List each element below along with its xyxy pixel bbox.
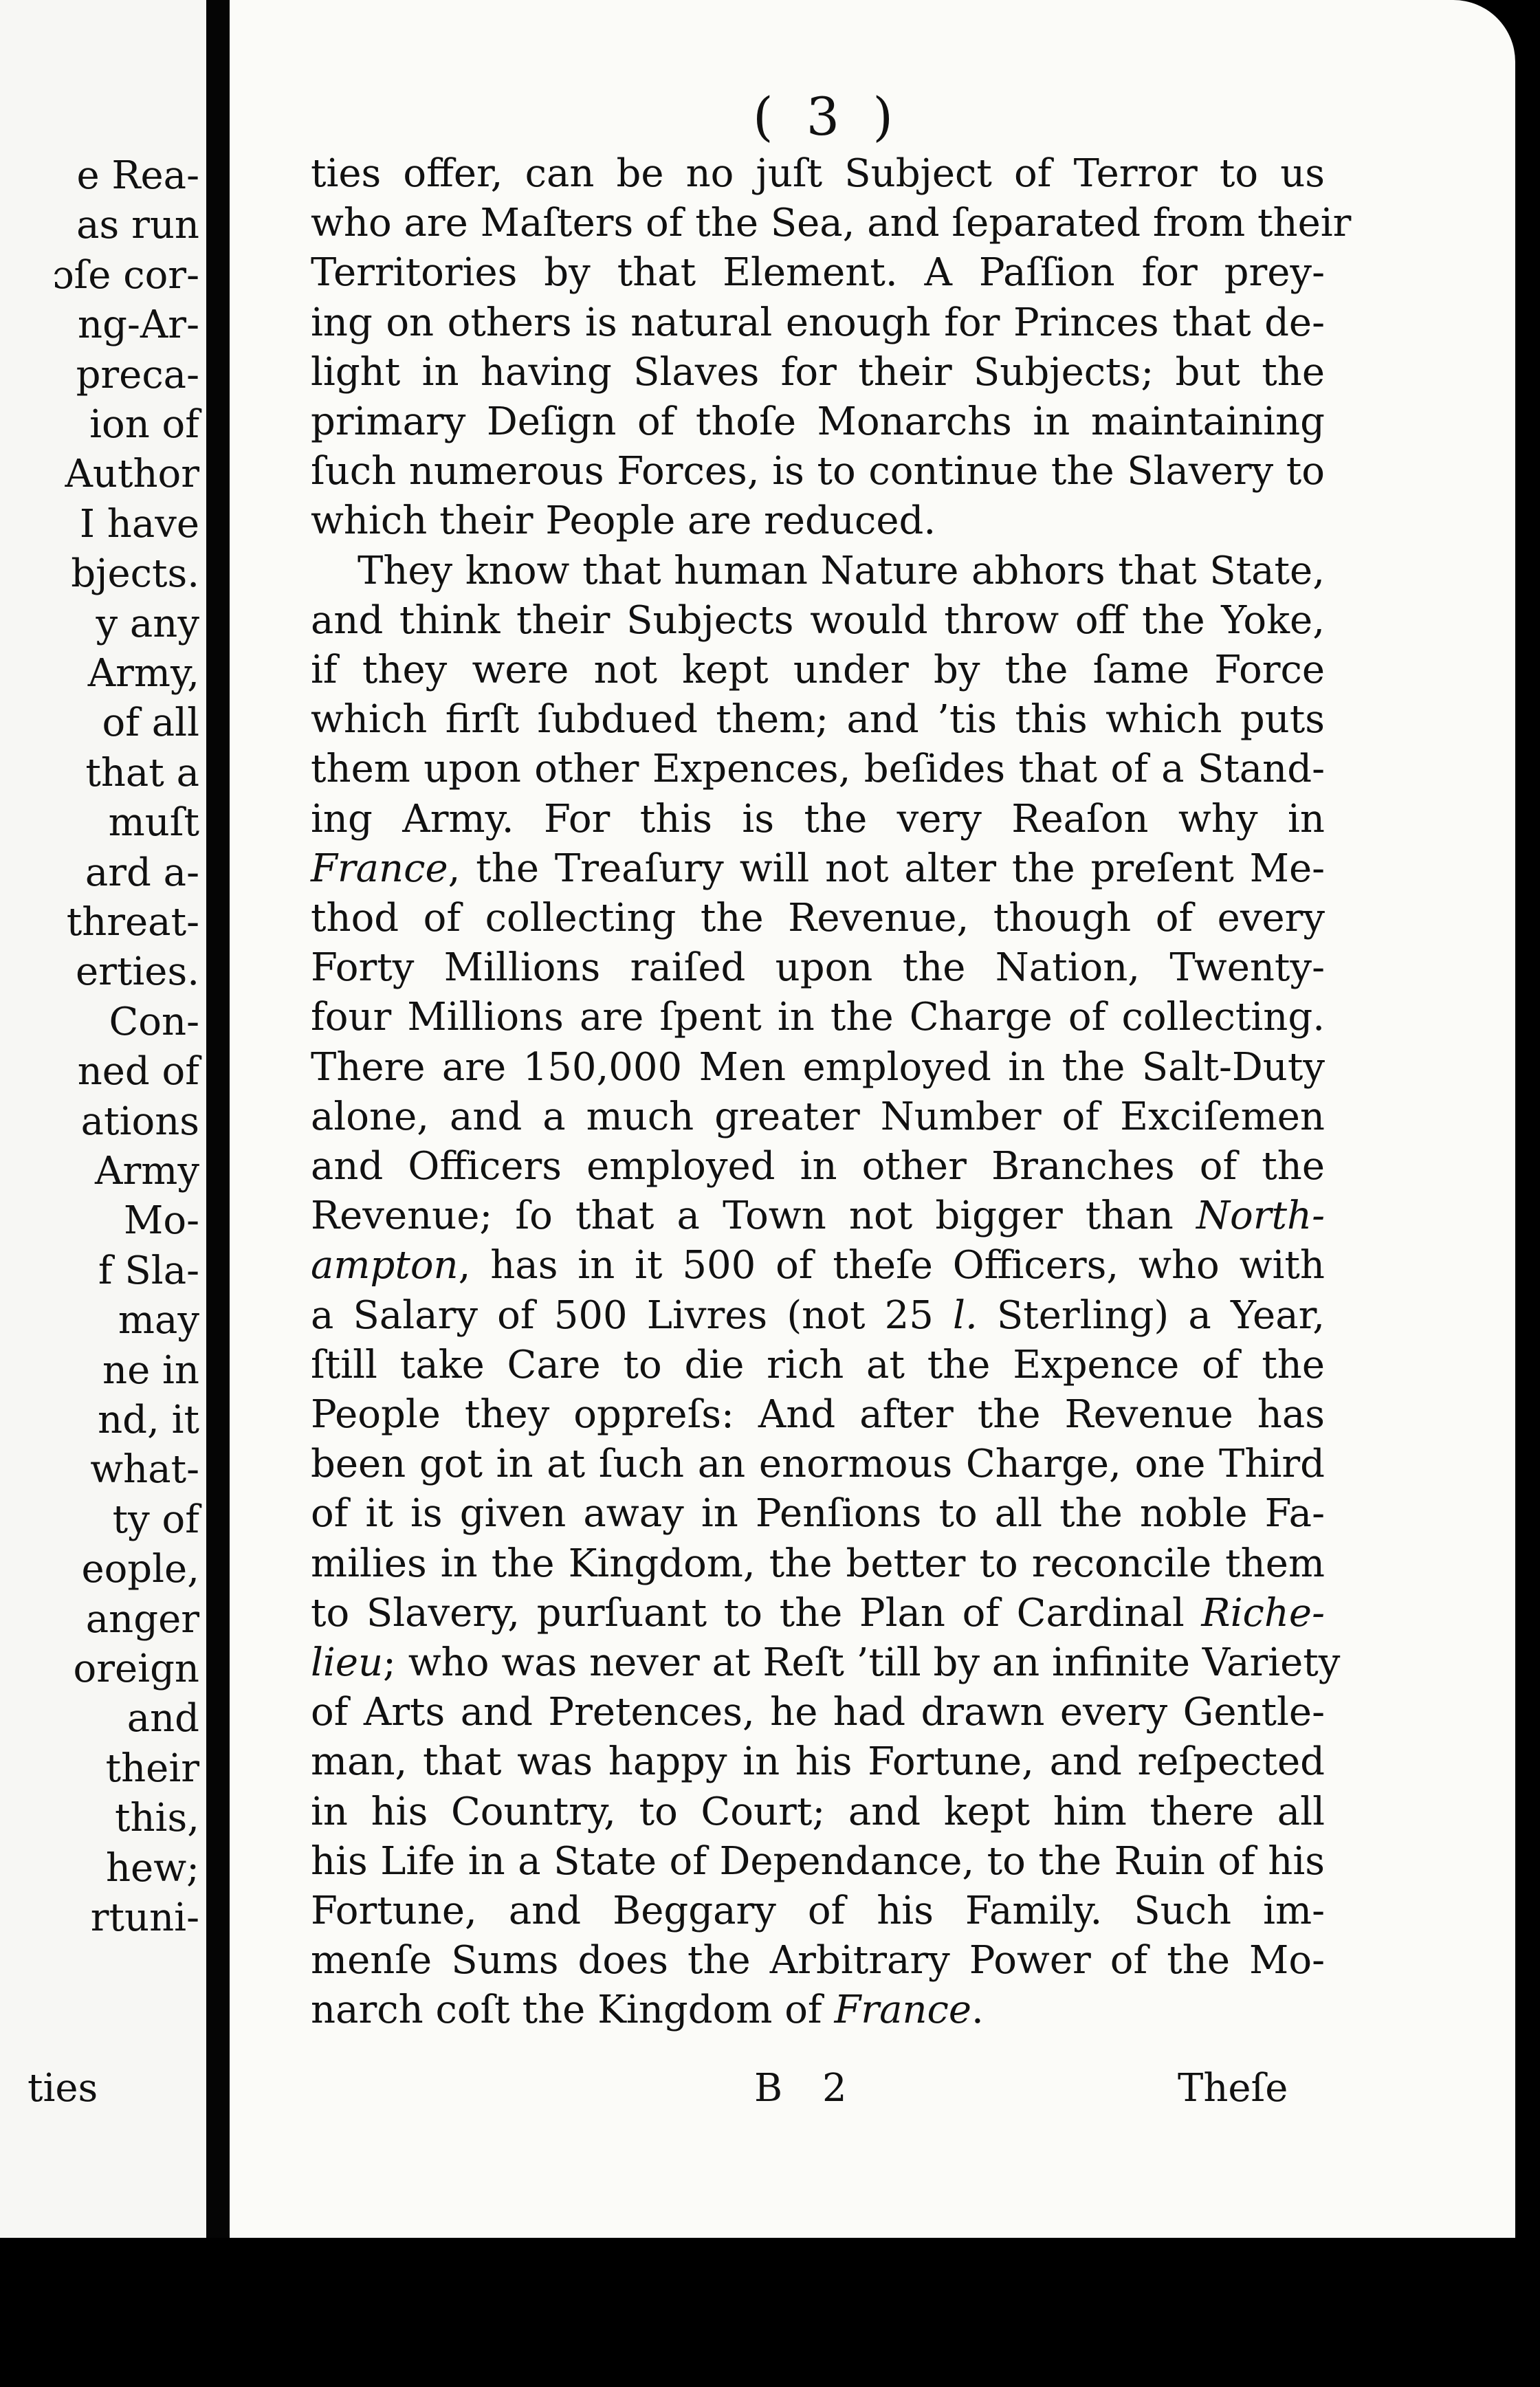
left-page-line: Con-: [109, 1000, 199, 1044]
left-page-line: bjects.: [71, 551, 199, 596]
signature-mark: B 2: [754, 2066, 861, 2111]
text-line: which firſt ſubdued them; and ’tis this which puts: [311, 697, 1325, 742]
text-line: Revenue; ſo that a Town not bigger than North-: [311, 1194, 1325, 1238]
text-line: ſtill take Care to die rich at the Expence of the: [311, 1343, 1325, 1387]
left-page-line: of all: [102, 701, 199, 745]
left-page-line: ne in: [102, 1348, 199, 1393]
page-gutter: [206, 0, 230, 2387]
text-line: alone, and a much greater Number of Exciſemen: [311, 1094, 1325, 1139]
left-page-line: ard a-: [85, 850, 199, 895]
left-page-line: what-: [90, 1447, 199, 1492]
left-page-line: and: [126, 1696, 199, 1741]
left-page-line: Army,: [87, 651, 199, 696]
left-page-line: muſt: [108, 800, 199, 845]
left-page-line: ng-Ar-: [78, 302, 199, 347]
text-line: man, that was happy in his Fortune, and reſpected: [311, 1739, 1325, 1784]
left-page-line: ty of: [112, 1497, 199, 1542]
left-page-catchword: ties: [28, 2066, 98, 2111]
text-line: who are Maſters of the Sea, and ſeparated from their: [311, 201, 1352, 245]
text-line: of Arts and Pretences, he had drawn every Gentle-: [311, 1690, 1325, 1735]
left-page-line: Author: [65, 452, 199, 496]
text-line: ampton, has in it 500 of theſe Officers, who with: [311, 1243, 1325, 1288]
text-line: narch coſt the Kingdom of France.: [311, 1988, 984, 2032]
scan-bottom-border: [0, 2238, 1540, 2387]
text-line: which their People are reduced.: [311, 498, 936, 543]
catchword: Theſe: [1178, 2066, 1288, 2111]
text-line: four Millions are ſpent in the Charge of collecting.: [311, 995, 1325, 1040]
text-line: in his Country, to Court; and kept him there all: [311, 1790, 1325, 1834]
text-line: light in having Slaves for their Subjects; but the: [311, 350, 1325, 395]
left-page-line: ned of: [77, 1049, 199, 1094]
text-line: to Slavery, purſuant to the Plan of Cardinal Riche-: [311, 1591, 1325, 1636]
text-line: Territories by that Element. A Paſſion for prey-: [311, 250, 1325, 295]
text-line: ing Army. For this is the very Reaſon why in: [311, 797, 1325, 842]
left-page-line: ion of: [89, 402, 199, 447]
text-line: ing on others is natural enough for Princes that de-: [311, 300, 1325, 345]
text-line: There are 150,000 Men employed in the Salt-Duty: [311, 1045, 1325, 1090]
text-line: been got in at ſuch an enormous Charge, one Third: [311, 1442, 1325, 1486]
left-page-line: ations: [80, 1099, 199, 1144]
text-line: milies in the Kingdom, the better to reconcile them: [311, 1541, 1325, 1586]
left-page-line: as run: [76, 203, 199, 248]
text-line: ties offer, can be no juſt Subject of Terror to us: [311, 151, 1325, 196]
text-line: They know that human Nature abhors that State,: [358, 549, 1325, 593]
text-line: Forty Millions raiſed upon the Nation, Twenty-: [311, 945, 1325, 990]
left-page-line: rtuni-: [90, 1895, 199, 1940]
text-line: Fortune, and Beggary of his Family. Such im-: [311, 1889, 1325, 1933]
left-facing-page: [0, 0, 206, 2387]
text-line: menſe Sums does the Arbitrary Power of the Mo-: [311, 1938, 1325, 1983]
text-line: People they oppreſs: And after the Revenue has: [311, 1392, 1325, 1437]
left-page-line: ɔſe cor-: [52, 253, 199, 298]
left-page-line: hew;: [105, 1846, 199, 1891]
left-page-line: preca-: [76, 353, 199, 397]
left-page-line: f Sla-: [98, 1248, 199, 1293]
text-line: a Salary of 500 Livres (not 25 l. Sterling) a Year,: [311, 1293, 1326, 1338]
left-page-line: eople,: [81, 1547, 199, 1592]
text-line: lieu; who was never at Reſt ’till by an infinite Variety: [311, 1640, 1341, 1685]
left-page-line: anger: [85, 1597, 199, 1642]
text-line: and think their Subjects would throw off the Yoke,: [311, 598, 1325, 643]
left-page-line: oreign: [73, 1647, 199, 1691]
left-page-line: that a: [85, 751, 199, 795]
left-page-line: y any: [96, 602, 199, 646]
text-line: his Life in a State of Dependance, to the Ruin of his: [311, 1839, 1325, 1884]
left-page-line: I have: [79, 502, 199, 547]
text-line: and Officers employed in other Branches of the: [311, 1144, 1325, 1189]
left-page-line: e Rea-: [76, 153, 199, 198]
text-line: if they were not kept under by the ſame Force: [311, 648, 1325, 692]
text-line: France, the Treaſury will not alter the preſent Me-: [311, 846, 1325, 891]
text-line: of it is given away in Penſions to all the noble Fa-: [311, 1491, 1325, 1536]
text-line: thod of collecting the Revenue, though of every: [311, 896, 1325, 940]
left-page-line: Mo-: [124, 1198, 199, 1243]
text-line: primary Deſign of thoſe Monarchs in maintaining: [311, 399, 1325, 444]
text-line: them upon other Expences, beſides that of a Stand-: [311, 747, 1325, 791]
left-page-line: may: [118, 1298, 199, 1343]
left-page-line: threat-: [66, 900, 199, 945]
left-page-line: their: [105, 1746, 199, 1791]
text-line: ſuch numerous Forces, is to continue the Slavery to: [311, 449, 1325, 494]
left-page-line: erties.: [75, 949, 199, 994]
left-page-line: Army: [95, 1149, 199, 1194]
left-page-line: nd, it: [98, 1398, 199, 1442]
page-number: ( 3 ): [753, 86, 901, 147]
left-page-line: this,: [114, 1796, 199, 1840]
